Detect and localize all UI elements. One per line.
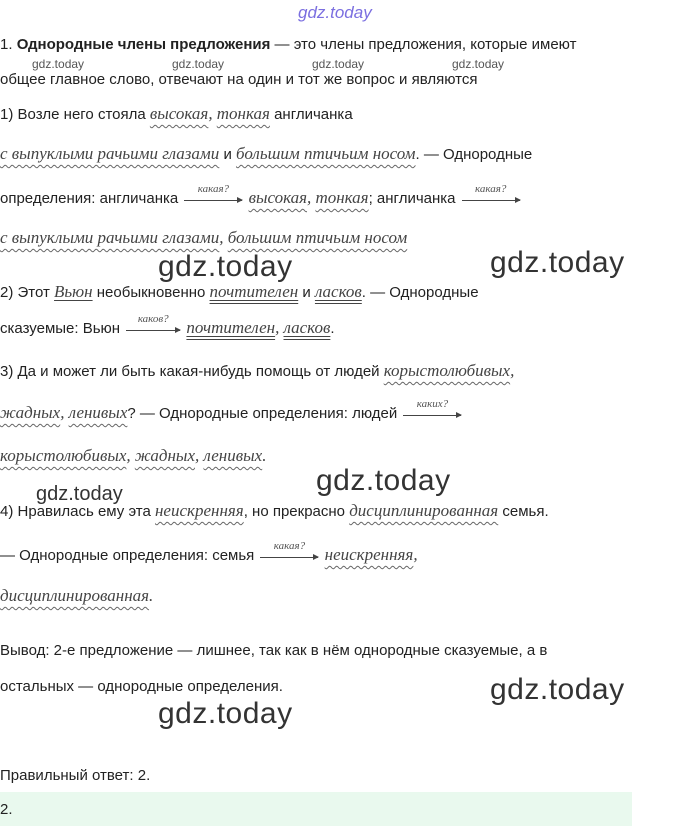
definition-word: ленивых bbox=[68, 403, 128, 422]
sentence3-line1 bbox=[0, 361, 514, 381]
sentence1-text: Возле него стояла bbox=[17, 106, 146, 123]
sentence2-text: необыкновенно bbox=[96, 284, 206, 301]
definition-word: жадных bbox=[134, 446, 195, 465]
definition-word: тонкая bbox=[216, 104, 270, 123]
definition-phrase: с выпуклыми рачьими глазами bbox=[0, 144, 220, 163]
comma: , bbox=[208, 104, 213, 123]
predicate-word: почтителен bbox=[209, 282, 299, 301]
question-arrow bbox=[462, 182, 520, 201]
definition-word: корыстолюбивых bbox=[0, 446, 127, 465]
analysis-label: определения: англичанка bbox=[0, 190, 179, 207]
comma: , bbox=[413, 545, 418, 564]
definition-word: высокая bbox=[248, 188, 308, 207]
watermark-small: gdz.today bbox=[452, 57, 505, 71]
analysis-label: — Однородные определения: семья bbox=[0, 547, 255, 564]
sentence3-text: Да и может ли быть какая-нибудь помощь от людей bbox=[17, 363, 380, 380]
comma: , bbox=[219, 228, 224, 247]
task1-definition-line1 bbox=[0, 36, 576, 53]
sentence1-text: англичанка bbox=[274, 106, 353, 123]
watermark-large: gdz.today bbox=[158, 697, 293, 730]
sentence1-line3 bbox=[0, 182, 522, 208]
period: . bbox=[330, 320, 335, 337]
question-arrow bbox=[260, 539, 318, 558]
analysis-label: ; англичанка bbox=[368, 190, 456, 207]
sentence4-line1 bbox=[0, 501, 549, 521]
comma: , bbox=[60, 403, 65, 422]
sentence4-line2 bbox=[0, 539, 418, 565]
definition-word: дисциплинированная bbox=[349, 501, 499, 520]
question-label: какая? bbox=[475, 182, 507, 195]
analysis-label: сказуемые: Вьюн bbox=[0, 320, 121, 337]
watermark-large: gdz.today bbox=[490, 673, 625, 706]
definition-word: жадных bbox=[0, 403, 61, 422]
question-label: какая? bbox=[197, 182, 230, 195]
question-arrow bbox=[403, 397, 461, 416]
task2-number: 2. bbox=[0, 801, 13, 818]
conjunction: и bbox=[302, 284, 311, 301]
question-label: каков? bbox=[137, 312, 169, 325]
watermark-large: gdz.today bbox=[158, 250, 293, 283]
subject-word: Вьюн bbox=[54, 282, 93, 301]
sentence3-text: ? — Однородные определения: людей bbox=[127, 405, 398, 422]
comma: , bbox=[126, 446, 131, 465]
definition-phrase: с выпуклыми рачьими глазами bbox=[0, 228, 220, 247]
watermark-large: gdz.today bbox=[490, 246, 625, 279]
task1-number: 1. bbox=[0, 36, 13, 53]
question-arrow bbox=[126, 312, 180, 331]
period: . bbox=[149, 586, 154, 605]
predicate-word: почтителен bbox=[186, 318, 276, 337]
task1-def-a: — это члены предложения, которые имеют bbox=[274, 36, 577, 53]
arrow-right-icon bbox=[462, 200, 520, 201]
sentence1-line2 bbox=[0, 144, 532, 164]
conclusion-line2: остальных — однородные определения. bbox=[0, 678, 283, 695]
sentence1-number: 1) bbox=[0, 106, 14, 123]
definition-word: корыстолюбивых bbox=[383, 361, 511, 380]
watermark-top: gdz.today bbox=[298, 3, 372, 22]
definition-word: неискренняя bbox=[324, 545, 414, 564]
sentence2-number: 2) Этот bbox=[0, 284, 50, 301]
sentence4-text: Нравилась ему эта bbox=[17, 503, 151, 520]
watermark-large: gdz.today bbox=[316, 464, 451, 497]
sentence4-text: , но прекрасно bbox=[243, 503, 346, 520]
comma: , bbox=[275, 318, 280, 337]
sentence4-line3 bbox=[0, 586, 153, 606]
task2-header-bar bbox=[0, 792, 632, 826]
sentence2-line2 bbox=[0, 312, 335, 338]
question-label: каких? bbox=[416, 397, 449, 410]
sentence1-text: . — Однородные bbox=[415, 146, 533, 163]
correct-answer: Правильный ответ: 2. bbox=[0, 767, 151, 784]
period: . bbox=[262, 446, 267, 465]
conjunction: и bbox=[223, 146, 232, 163]
definition-word: неискренняя bbox=[155, 501, 244, 520]
arrow-right-icon bbox=[403, 415, 461, 416]
comma: , bbox=[510, 361, 515, 380]
sentence3-line3 bbox=[0, 446, 266, 466]
question-arrow bbox=[184, 182, 242, 201]
definition-phrase: большим птичьим носом bbox=[227, 228, 408, 247]
sentence3-line2 bbox=[0, 397, 463, 423]
sentence1-line4 bbox=[0, 228, 407, 248]
watermark-medium: gdz.today bbox=[36, 483, 123, 505]
watermark-small: gdz.today bbox=[312, 57, 365, 71]
arrow-right-icon bbox=[126, 330, 180, 331]
conclusion-line1: Вывод: 2-е предложение — лишнее, так как в нём однородные сказуемые, а в bbox=[0, 642, 548, 659]
arrow-right-icon bbox=[260, 557, 318, 558]
comma: , bbox=[307, 188, 312, 207]
definition-phrase: большим птичьим носом bbox=[236, 144, 416, 163]
definition-word: тонкая bbox=[315, 188, 369, 207]
definition-word: высокая bbox=[149, 104, 209, 123]
sentence2-text: . — Однородные bbox=[361, 284, 479, 301]
watermark-small: gdz.today bbox=[172, 57, 225, 71]
task1-definition-line2: общее главное слово, отвечают на один и тот же вопрос и являются bbox=[0, 71, 478, 88]
sentence3-number: 3) bbox=[0, 363, 14, 380]
arrow-right-icon bbox=[184, 200, 242, 201]
definition-word: ленивых bbox=[203, 446, 263, 465]
predicate-word: ласков bbox=[283, 318, 331, 337]
question-label: какая? bbox=[273, 539, 306, 552]
watermark-small: gdz.today bbox=[32, 57, 85, 71]
comma: , bbox=[195, 446, 200, 465]
predicate-word: ласков bbox=[314, 282, 362, 301]
sentence2-line1 bbox=[0, 282, 479, 302]
task1-term: Однородные члены предложения bbox=[16, 36, 271, 53]
definition-word: дисциплинированная bbox=[0, 586, 150, 605]
sentence4-number: 4) bbox=[0, 503, 14, 520]
sentence1-line1 bbox=[0, 104, 353, 124]
sentence4-text: семья. bbox=[502, 503, 549, 520]
